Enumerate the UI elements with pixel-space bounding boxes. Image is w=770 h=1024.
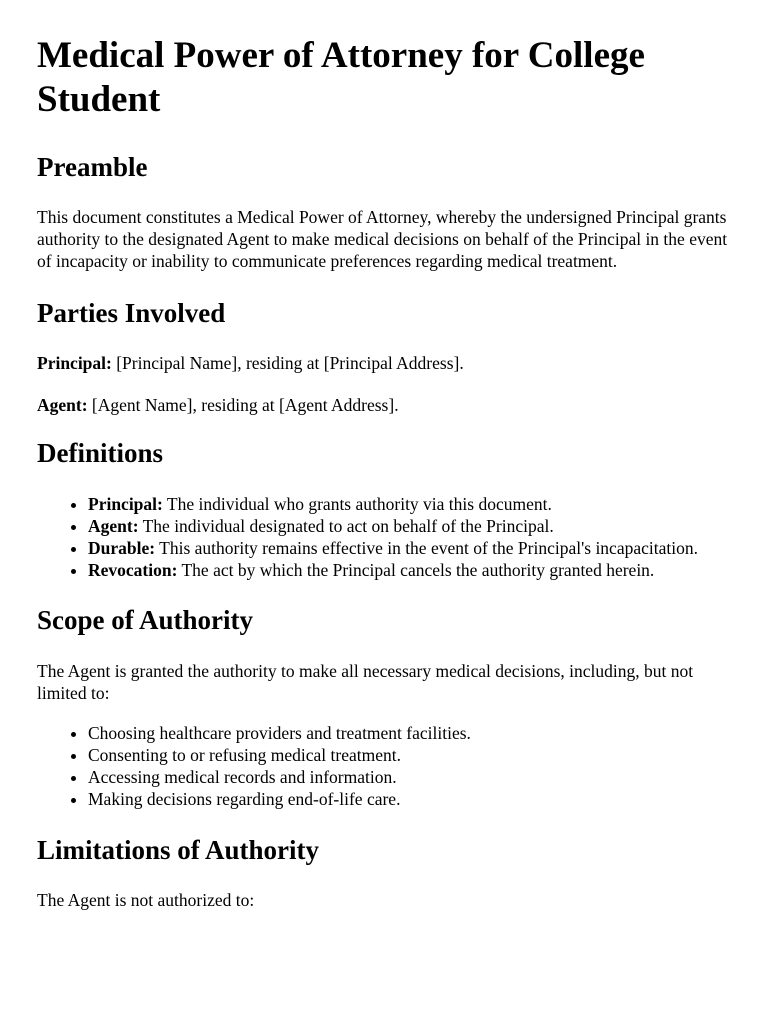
definition-item <box>88 537 734 559</box>
definition-item <box>88 493 734 515</box>
definition-term: Agent: <box>88 516 139 536</box>
scope-item: • Consenting to or refusing medical treatment. <box>88 744 734 766</box>
scope-item: • Accessing medical records and information. <box>88 766 734 788</box>
preamble-heading: Preamble <box>37 152 148 182</box>
definition-text: The act by which the Principal cancels the authority granted herein. <box>177 560 655 580</box>
scope-list <box>37 722 734 810</box>
principal-party <box>37 352 734 374</box>
limitations-heading: Limitations of Authority <box>37 835 320 865</box>
agent-party <box>37 394 734 416</box>
agent-details: [Agent Name], residing at [Agent Address]. <box>87 395 399 415</box>
definition-text: The individual who grants authority via this document. <box>162 494 552 514</box>
preamble-section <box>37 151 734 272</box>
definition-text: This authority remains effective in the event of the Principal's incapacitation. <box>155 538 698 558</box>
document-title: Medical Power of Attorney for College Student <box>37 35 645 120</box>
definitions-list <box>37 493 734 581</box>
definitions-heading: Definitions <box>37 438 164 468</box>
principal-details: [Principal Name], residing at [Principal Address]. <box>111 353 464 373</box>
agent-label: Agent: <box>37 395 88 415</box>
definition-item <box>88 515 734 537</box>
scope-item: • Choosing healthcare providers and treatment facilities. <box>88 722 734 744</box>
limitations-section <box>37 834 734 911</box>
parties-heading: Parties Involved <box>37 298 226 328</box>
scope-heading: Scope of Authority <box>37 605 253 635</box>
scope-item: • Making decisions regarding end-of-life care. <box>88 788 734 810</box>
preamble-text: This document constitutes a Medical Power of Attorney, whereby the undersigned Principal grants authority to the designated Agent to make medical decisions on behalf of the Principal in the event of incapacity or inability to communicate preferences regarding medical treatment. <box>37 207 728 271</box>
definition-item <box>88 559 734 581</box>
definition-term: Principal: <box>88 494 163 514</box>
definition-term: Revocation: <box>88 560 178 580</box>
scope-section <box>37 604 734 810</box>
definition-term: Durable: <box>88 538 156 558</box>
definitions-section <box>37 437 734 581</box>
limitations-intro: The Agent is not authorized to: <box>37 890 255 910</box>
scope-intro: The Agent is granted the authority to make all necessary medical decisions, including, but not limited to: <box>37 661 694 703</box>
principal-label: Principal: <box>37 353 112 373</box>
definition-text: The individual designated to act on behalf of the Principal. <box>138 516 554 536</box>
parties-section <box>37 297 734 416</box>
